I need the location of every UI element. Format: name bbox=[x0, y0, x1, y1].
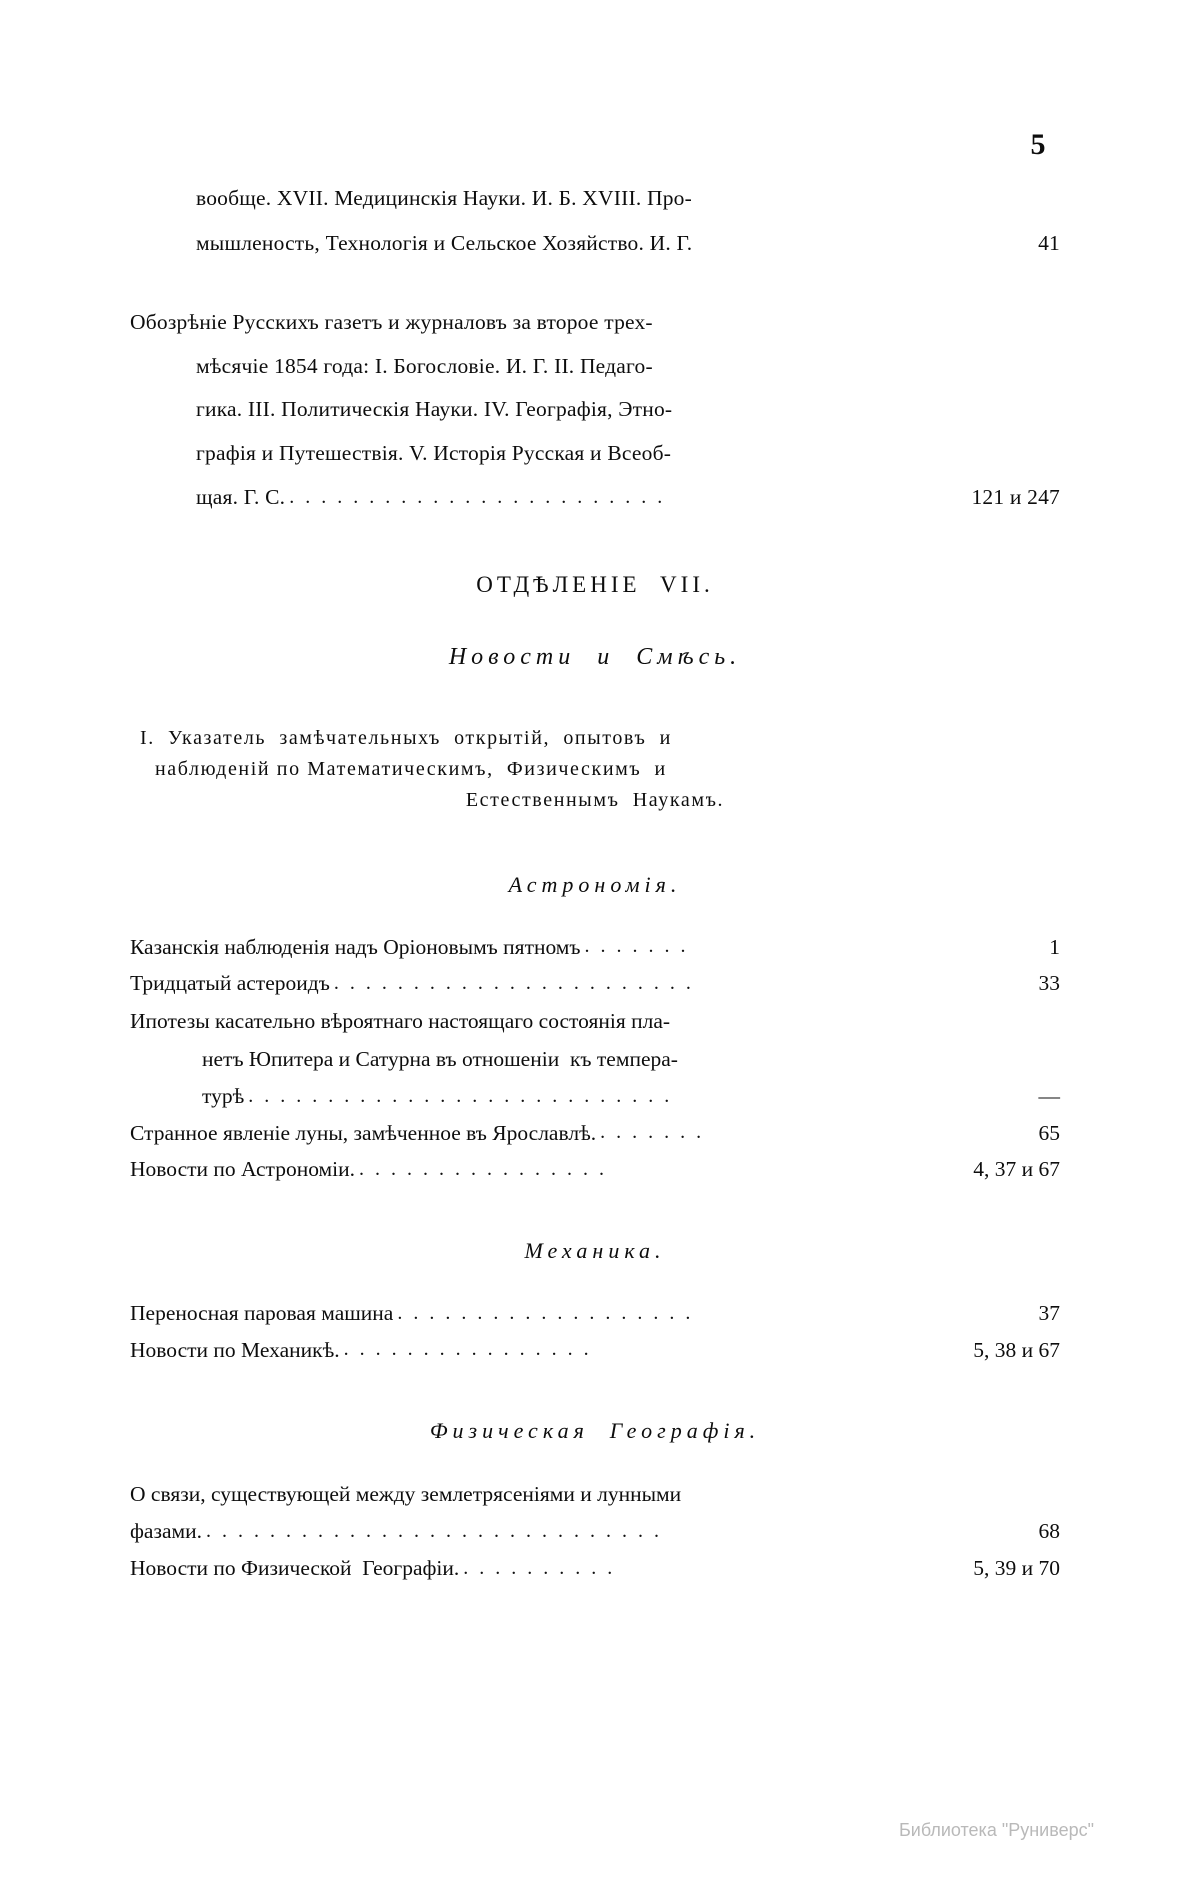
spacer bbox=[130, 268, 1060, 312]
toc-mechanics bbox=[130, 1302, 1060, 1362]
leader-dots: . . . . . . . . . . bbox=[463, 1556, 616, 1579]
toc-astronomy bbox=[130, 936, 1060, 1182]
library-watermark: Библиотека "Руниверс" bbox=[898, 1820, 1094, 1840]
section-title-astronomy: Астрономія. bbox=[508, 871, 682, 897]
toc-entry-page: 5, 38 и 67 bbox=[973, 1337, 1060, 1362]
top-continuation-block bbox=[130, 188, 1060, 255]
toc-entry-page: 33 bbox=[1038, 971, 1060, 996]
division-subtitle: Новости и Смѣсь. bbox=[448, 643, 742, 670]
toc-entry-title[interactable]: О связи, существующей между землетрясеніями и лунными bbox=[130, 1482, 682, 1507]
toc-entry-title: Новости по Астрономіи. bbox=[130, 1157, 356, 1182]
leader-dots: . . . . . . . bbox=[584, 935, 689, 958]
toc-entry-title: Переносная паровая машина bbox=[130, 1300, 394, 1325]
toc-entry-continuation-row[interactable] bbox=[130, 1085, 1060, 1109]
toc-entry-page: 37 bbox=[1038, 1300, 1060, 1325]
page-content bbox=[130, 188, 1060, 1594]
review-line-5-row bbox=[130, 486, 1060, 510]
toc-entry-continuation: нетъ Юпитера и Сатурна въ отношеніи къ темпера- bbox=[202, 1047, 678, 1072]
toc-entry-title: Тридцатый астероидъ bbox=[130, 971, 330, 996]
review-block bbox=[130, 312, 1060, 510]
leader-dots: . . . . . . . . . . . . . . . . . . . . . . . . . . . . . bbox=[206, 1519, 662, 1542]
toc-entry-page: 5, 39 и 70 bbox=[973, 1555, 1060, 1580]
toc-entry[interactable] bbox=[130, 1158, 1060, 1182]
toc-entry-page: 68 bbox=[1038, 1519, 1060, 1544]
toc-entry-page: 65 bbox=[1038, 1120, 1060, 1145]
toc-entry[interactable] bbox=[130, 1122, 1060, 1146]
review-line-2: мѣсячіе 1854 года: I. Богословіе. И. Г. II. Педаго- bbox=[196, 353, 653, 378]
toc-physical-geography bbox=[130, 1482, 1060, 1580]
toc-entry-title[interactable]: Ипотезы касательно вѣроятнаго настоящаго состоянія пла- bbox=[130, 1009, 671, 1034]
section-title-mechanics: Механика. bbox=[524, 1237, 666, 1263]
leader-dots: . . . . . . . . . . . . . . . . bbox=[359, 1157, 608, 1180]
index-heading bbox=[130, 723, 1060, 816]
toc-entry[interactable] bbox=[130, 972, 1060, 996]
index-heading-line-2: наблюденій по Математическимъ, Физическимъ и bbox=[155, 757, 667, 780]
top-line-2-page: 41 bbox=[1038, 230, 1060, 255]
toc-entry-page: — bbox=[1038, 1084, 1060, 1109]
division-title: ОТДѢЛЕНІЕ VII. bbox=[476, 571, 714, 597]
toc-entry[interactable] bbox=[130, 1302, 1060, 1326]
toc-entry-page: 4, 37 и 67 bbox=[973, 1157, 1060, 1182]
leader-dots: . . . . . . . . . . . . . . . . . . . bbox=[397, 1301, 694, 1324]
leader-dots: . . . . . . . . . . . . . . . . bbox=[343, 1338, 592, 1361]
top-line-2: мышленость, Технологія и Сельское Хозяйство. И. Г. bbox=[196, 230, 693, 255]
page-number: 5 bbox=[1030, 128, 1046, 161]
leader-dots: . . . . . . . bbox=[600, 1121, 705, 1144]
review-line-4: графія и Путешествія. V. Исторія Русская и Всеоб- bbox=[196, 440, 672, 465]
review-line-3: гика. III. Политическія Науки. IV. Географія, Этно- bbox=[196, 397, 673, 422]
toc-entry-title: Казанскія наблюденія надъ Оріоновымъ пятномъ bbox=[130, 934, 581, 959]
leader-dots: . . . . . . . . . . . . . . . . . . . . . . . . . . . bbox=[248, 1084, 673, 1107]
toc-entry[interactable] bbox=[130, 936, 1060, 960]
review-line-1: Обозрѣніе Русскихъ газетъ и журналовъ за второе трех- bbox=[130, 310, 653, 335]
top-line-2-row bbox=[130, 232, 1060, 256]
leader-dots: . . . . . . . . . . . . . . . . . . . . . . . bbox=[333, 972, 694, 995]
toc-entry-page: 1 bbox=[1049, 934, 1060, 959]
leader-dots bbox=[692, 231, 1012, 253]
top-line-1: вообще. XVII. Медицинскія Науки. И. Б. XVIII. Про- bbox=[196, 186, 692, 210]
toc-entry-title: Странное явленіе луны, замѣченное въ Ярославлѣ. bbox=[130, 1120, 597, 1145]
index-heading-line-3: Естественнымъ Наукамъ. bbox=[465, 788, 725, 811]
toc-entry-title: Новости по Физической Географіи. bbox=[130, 1555, 460, 1580]
toc-entry[interactable] bbox=[130, 1339, 1060, 1363]
review-line-5-page: 121 и 247 bbox=[971, 485, 1060, 510]
toc-entry[interactable] bbox=[130, 1557, 1060, 1581]
section-title-physical-geography: Физическая Географія. bbox=[429, 1418, 761, 1444]
toc-entry-continuation: турѣ bbox=[202, 1084, 245, 1109]
toc-entry-continuation-row[interactable] bbox=[130, 1520, 1060, 1544]
toc-entry-title: Новости по Механикѣ. bbox=[130, 1337, 340, 1362]
review-line-5: щая. Г. С. bbox=[196, 485, 286, 510]
toc-entry-continuation: фазами. bbox=[130, 1519, 202, 1544]
leader-dots: . . . . . . . . . . . . . . . . . . . . . . . . bbox=[289, 485, 666, 508]
index-heading-line-1: I. Указатель замѣчательныхъ открытій, опытовъ и bbox=[140, 726, 672, 749]
